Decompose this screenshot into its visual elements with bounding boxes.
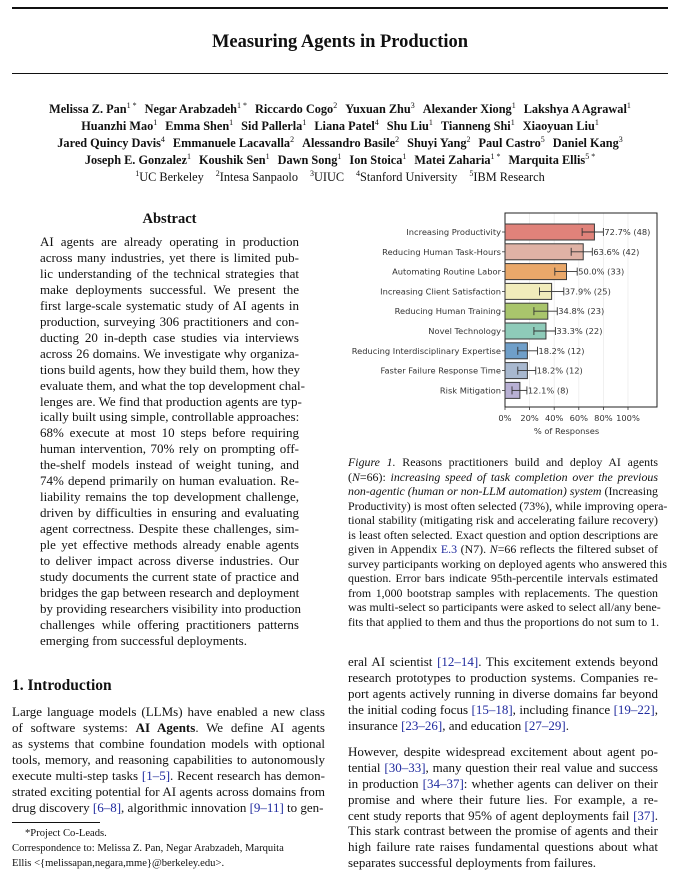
author-list xyxy=(0,101,680,169)
author-line xyxy=(0,135,680,152)
author-name: Alessandro Basile xyxy=(302,136,396,150)
text-line xyxy=(40,362,299,378)
text-run: , xyxy=(654,702,658,717)
author-name: Negar Arabzadeh xyxy=(144,102,237,116)
text-line xyxy=(40,521,299,537)
text-run: fits that applied to them and thus the proportions do not sum to 1. xyxy=(348,614,660,629)
text-line xyxy=(348,615,658,630)
text-line xyxy=(348,556,667,572)
author-name: Shuyi Yang xyxy=(407,136,467,150)
author-name: Matei Zaharia xyxy=(414,153,491,167)
citation-link[interactable]: [6–8] xyxy=(92,800,122,815)
text-line xyxy=(348,455,658,470)
author-name: Jared Quincy Davis xyxy=(57,136,161,150)
author-name: Paul Castro xyxy=(478,136,541,150)
text-run: Productivity) is most often selected (73%), while improving opera- xyxy=(348,498,668,513)
author-affiliation-mark: 5 xyxy=(540,134,545,144)
author xyxy=(423,102,516,116)
citation-link[interactable]: [27–29] xyxy=(524,718,566,733)
text-run: by providing researchers visibility into production xyxy=(40,600,302,616)
affiliation xyxy=(310,170,344,184)
text-line xyxy=(40,266,299,282)
text-run: 68% execute at most 10 steps before requiring xyxy=(40,425,299,441)
text-run: =66 reflects the filtered subset of xyxy=(497,542,658,556)
author xyxy=(345,102,415,116)
text-line xyxy=(348,470,658,485)
text-line xyxy=(40,457,299,473)
text-line xyxy=(40,298,299,314)
text-run: agent correctness. Despite these challenges, sim- xyxy=(40,521,299,537)
author-name: Daniel Kang xyxy=(552,136,619,150)
author-affiliation-mark: 5 * xyxy=(585,151,596,161)
text-line xyxy=(12,704,325,720)
top-rule xyxy=(12,7,668,9)
text-run: research prototypes to production systems. Companies re- xyxy=(348,670,658,685)
author-affiliation-mark: 1 xyxy=(302,117,307,127)
author xyxy=(81,119,157,133)
text-line xyxy=(40,346,299,362)
author-affiliation-mark: 2 xyxy=(395,134,400,144)
text-line xyxy=(348,760,658,776)
category-label: Reducing Human Task-Hours xyxy=(382,246,501,257)
author-affiliation-mark: 1 xyxy=(186,151,191,161)
author-name: Joseph E. Gonzalez xyxy=(84,153,187,167)
text-run: Reasons practitioners build and deploy AI agents xyxy=(395,455,658,469)
text-line xyxy=(348,571,658,586)
author-affiliation-mark: 3 xyxy=(618,134,623,144)
author-affiliation-mark: 1 xyxy=(337,151,342,161)
text-run: However, despite widespread excitement about agent po- xyxy=(348,744,658,759)
text-run: to deliver impact across diverse industries. Our xyxy=(40,553,299,569)
author-name: Koushik Sen xyxy=(198,153,266,167)
text-run: . xyxy=(565,718,569,733)
author-line xyxy=(0,152,680,169)
category-label: Automating Routine Labor xyxy=(392,266,501,277)
text-run: study documents the current state of practice and xyxy=(40,569,299,585)
affiliation xyxy=(135,170,204,184)
citation-link[interactable]: [23–26] xyxy=(401,718,443,733)
author-name: Huanzhi Mao xyxy=(81,119,154,133)
text-line xyxy=(40,553,299,569)
text-run: lic understanding of the technical strategies that xyxy=(40,265,299,281)
citation-link[interactable]: [15–18] xyxy=(471,702,513,717)
text-line xyxy=(40,330,299,346)
text-run: ducting 20 in-depth case studies via interviews xyxy=(40,329,299,345)
text-run: tential xyxy=(348,759,385,775)
value-label: 37.9% (25) xyxy=(564,286,611,297)
author xyxy=(165,119,233,133)
text-run: separates successful deployments from failures. xyxy=(348,855,597,871)
text-line xyxy=(348,586,658,601)
text-run: execute multi-step tasks xyxy=(12,768,142,783)
value-label: 63.6% (42) xyxy=(593,246,640,257)
text-run: production, surveying 306 practitioners and con- xyxy=(40,313,299,329)
text-line xyxy=(12,768,325,784)
author-affiliation-mark: 3 xyxy=(410,100,415,110)
author-affiliation-mark: 1 xyxy=(402,151,407,161)
text-line xyxy=(40,617,299,633)
x-tick-label: 0% xyxy=(498,413,512,423)
text-run: . This excitement extends beyond xyxy=(478,654,658,669)
text-line xyxy=(40,425,299,441)
author-affiliation-mark: 1 xyxy=(594,117,599,127)
text-line xyxy=(348,670,658,686)
text-line xyxy=(40,633,299,649)
x-tick-label: 80% xyxy=(594,413,613,423)
text-run: (N7). xyxy=(457,542,490,556)
citation-link[interactable]: [12–14] xyxy=(437,654,479,669)
author-name: Yuxuan Zhu xyxy=(345,102,411,116)
value-label: 34.8% (23) xyxy=(558,306,605,317)
author xyxy=(523,119,599,133)
italic-text: Figure 1. xyxy=(348,455,396,469)
text-run: . xyxy=(654,807,658,823)
text-run: eral AI scientist xyxy=(348,654,438,669)
text-line xyxy=(348,528,658,543)
x-tick-label: 20% xyxy=(520,413,539,423)
value-label: 12.1% (8) xyxy=(527,385,569,396)
value-label: 50.0% (33) xyxy=(578,266,625,277)
text-run: challenges while offering practitioners patterns xyxy=(40,616,299,632)
author-affiliation-mark: 1 xyxy=(511,100,516,110)
text-line xyxy=(40,505,299,521)
citation-link[interactable]: [1–5] xyxy=(141,768,171,783)
author xyxy=(278,153,342,167)
text-run: is least often selected. Exact question and option descriptions are xyxy=(348,527,658,542)
x-tick-label: 60% xyxy=(569,413,589,423)
paper-title: Measuring Agents in Production xyxy=(211,32,469,52)
text-run: , many question their real value and success xyxy=(425,759,658,775)
author-name: Riccardo Cogo xyxy=(255,102,334,116)
introduction-text-continued xyxy=(348,654,658,734)
text-run: across many industries, yet there is limited pub- xyxy=(40,249,299,265)
text-line xyxy=(12,720,325,736)
value-label: 72.7% (48) xyxy=(604,227,651,237)
text-line xyxy=(40,314,299,330)
x-tick-label: 100% xyxy=(616,413,640,423)
text-run: first large-scale systematic study of AI agents in xyxy=(40,297,299,313)
text-run: ically built using simple, controllable approaches: xyxy=(40,409,300,425)
text-run: driven by difficulties in ensuring and evaluating xyxy=(40,505,299,521)
author xyxy=(407,136,470,150)
text-line xyxy=(348,855,658,871)
author-affiliation-mark: 1 * xyxy=(126,100,137,110)
category-label: Increasing Client Satisfaction xyxy=(380,286,501,297)
author xyxy=(199,153,270,167)
author xyxy=(145,102,247,116)
text-line xyxy=(348,839,658,855)
text-run: the initial coding focus xyxy=(348,702,472,717)
author-affiliation-mark: 1 * xyxy=(237,100,247,110)
text-run: , including finance xyxy=(512,702,614,717)
text-run: ( xyxy=(348,469,352,484)
text-run: given in Appendix xyxy=(348,542,441,556)
affiliation xyxy=(356,170,457,184)
text-line xyxy=(12,800,325,816)
text-line xyxy=(348,808,658,824)
text-run: : whether agents can deliver on their xyxy=(463,775,658,791)
author-affiliation-mark: 2 xyxy=(333,100,338,110)
author xyxy=(441,119,515,133)
text-run: emerging from successful deployments. xyxy=(40,632,247,648)
author-name: Sid Pallerla xyxy=(241,119,303,133)
author-line xyxy=(0,101,680,118)
author-affiliation-mark: 4 xyxy=(160,134,165,144)
text-run: tools, memory, and reasoning capabilities to autonomously xyxy=(12,752,325,767)
author-affiliation-mark: 2 xyxy=(466,134,471,144)
italic-text: increasing speed of task completion over the previous xyxy=(390,469,658,484)
author-name: Tianneng Shi xyxy=(440,119,511,133)
author-affiliation-mark: 1 xyxy=(626,100,631,110)
category-label: Faster Failure Response Time xyxy=(380,365,501,376)
author-name: Shu Liu xyxy=(386,119,429,133)
text-run: (Increasing xyxy=(601,484,658,498)
italic-text: N xyxy=(489,542,498,556)
text-run: human intervention, 70% rely on prompting off- xyxy=(40,441,299,457)
author xyxy=(241,119,306,133)
author xyxy=(387,119,433,133)
author xyxy=(349,153,406,167)
text-run: , and education xyxy=(442,718,525,733)
text-run: drug discovery xyxy=(12,800,93,815)
text-line xyxy=(348,513,658,528)
text-line xyxy=(40,473,299,489)
affiliation-name: UC Berkeley xyxy=(139,170,204,184)
text-run: 74% depend primarily on human evaluation. Re- xyxy=(40,473,299,489)
affiliation-number: 1 xyxy=(135,168,140,178)
text-run: , algorithmic innovation xyxy=(121,800,250,815)
category-label: Reducing Interdisciplinary Expertise xyxy=(351,345,501,356)
text-line xyxy=(348,702,658,718)
text-line xyxy=(12,752,325,768)
text-run: =66): xyxy=(359,469,391,484)
introduction-heading: 1. Introduction xyxy=(12,677,112,694)
author-affiliation-mark: 1 xyxy=(265,151,270,161)
text-line xyxy=(12,736,325,752)
citation-link[interactable]: [30–33] xyxy=(384,759,426,775)
author xyxy=(85,153,191,167)
text-line xyxy=(40,489,299,505)
author xyxy=(173,136,294,150)
italic-text: non-agentic (human or non-LLM automation) system xyxy=(348,484,602,498)
text-run: insurance xyxy=(348,718,402,733)
citation-link[interactable]: [37] xyxy=(633,807,655,823)
author-name: Liana Patel xyxy=(314,119,375,133)
footnote-co-leads: *Project Co-Leads. xyxy=(25,828,107,839)
author xyxy=(49,102,137,116)
affiliation-list xyxy=(0,170,680,184)
text-line xyxy=(348,498,668,514)
footnote-correspondence-2: Ellis <{melissapan,negara,mme}@berkeley.edu>. xyxy=(12,858,225,869)
text-run: lenges are. We find that production agents are typ- xyxy=(40,393,302,409)
text-run: was multi-select so participants were asked to select all/any bene- xyxy=(348,600,661,614)
text-run: make deployments successful. We present the xyxy=(40,281,299,297)
text-run: liability remains the top development challenge, xyxy=(40,489,299,505)
value-label: 18.2% (12) xyxy=(536,365,583,376)
author xyxy=(478,136,544,150)
author-name: Lakshya A Agrawal xyxy=(523,102,627,116)
text-run: question. Error bars indicate 95th-percentile intervals estimated xyxy=(348,571,658,585)
author-affiliation-mark: 4 xyxy=(374,117,379,127)
author-line xyxy=(0,118,680,135)
citation-link[interactable]: E.3 xyxy=(440,542,458,556)
affiliation-number: 4 xyxy=(356,168,361,178)
bold-text: AI Agents xyxy=(135,720,196,735)
footnote-correspondence-1: Correspondence to: Melissa Z. Pan, Negar Arabzadeh, Marquita xyxy=(12,843,284,854)
author xyxy=(314,119,378,133)
text-run: to gen- xyxy=(283,800,324,815)
author-affiliation-mark: 2 xyxy=(290,134,295,144)
text-line xyxy=(40,393,302,410)
value-label: 18.2% (12) xyxy=(538,345,585,356)
text-run: . Recent research has demon- xyxy=(170,768,325,783)
author-name: Melissa Z. Pan xyxy=(49,102,127,116)
text-line xyxy=(348,484,658,499)
author-affiliation-mark: 1 xyxy=(428,117,433,127)
text-run: . We define AI agents xyxy=(195,720,325,735)
text-run: across 26 domains. We investigate why organiza- xyxy=(40,345,299,361)
text-run: survey participants working on deployed agents who answered this xyxy=(348,556,667,571)
text-run: high failure rate raises fundamental questions about what xyxy=(348,839,658,855)
author xyxy=(255,102,337,116)
introduction-text-paragraph-2 xyxy=(348,744,658,871)
text-run: ple yet effective methods already enable agents xyxy=(40,537,299,553)
author xyxy=(553,136,623,150)
bar xyxy=(505,224,594,240)
text-line xyxy=(348,776,658,792)
author-name: Dawn Song xyxy=(277,153,338,167)
affiliation xyxy=(216,170,298,184)
author-affiliation-mark: 1 xyxy=(510,117,515,127)
x-axis-title: % of Responses xyxy=(533,426,600,436)
author-name: Ion Stoica xyxy=(349,153,403,167)
text-line xyxy=(12,784,325,800)
text-run: strated exciting potential for AI agents across domains from xyxy=(12,784,325,799)
text-line xyxy=(40,569,299,585)
affiliation xyxy=(469,170,544,184)
author-name: Emma Shen xyxy=(165,119,230,133)
text-line xyxy=(348,823,658,839)
affiliation-number: 3 xyxy=(309,168,314,178)
category-label: Novel Technology xyxy=(428,326,501,336)
footnote-rule xyxy=(12,822,100,823)
text-run: Large language models (LLMs) have enabled a new class xyxy=(12,704,325,719)
italic-text: N xyxy=(351,469,360,484)
author-affiliation-mark: 1 xyxy=(229,117,234,127)
affiliation-number: 2 xyxy=(215,168,220,178)
author-name: Emmanuele Lacavalla xyxy=(172,136,291,150)
text-run: as systems that combine foundation models with optional xyxy=(12,736,325,751)
affiliation-name: UIUC xyxy=(313,170,345,184)
text-line xyxy=(40,282,299,298)
text-line xyxy=(348,718,658,734)
text-line xyxy=(40,600,302,617)
text-run: bridges the gap between research and deployment xyxy=(40,584,300,600)
author-affiliation-mark: 1 * xyxy=(490,151,501,161)
text-line xyxy=(348,542,658,557)
author xyxy=(524,102,631,116)
affiliation-name: IBM Research xyxy=(473,170,545,184)
citation-link[interactable]: [9–11] xyxy=(249,800,284,815)
text-run: port agents actively running in diverse domains far beyond xyxy=(348,686,658,701)
affiliation-number: 5 xyxy=(469,168,474,178)
category-label: Increasing Productivity xyxy=(406,227,501,237)
abstract-heading: Abstract xyxy=(142,211,197,227)
author-affiliation-mark: 1 xyxy=(153,117,158,127)
text-run: the-shelf models instead of weight tuning, and xyxy=(40,457,299,473)
text-line xyxy=(348,792,658,808)
text-run: tions build agents, how they build them, how they xyxy=(40,361,300,377)
text-run: cent study reports that 95% of agent deployments fail xyxy=(348,807,634,823)
affiliation-name: Stanford University xyxy=(360,170,458,184)
category-label: Reducing Human Training xyxy=(394,306,501,317)
text-run: of software systems: xyxy=(12,720,136,735)
author xyxy=(414,153,500,167)
text-line xyxy=(348,686,658,702)
text-line xyxy=(40,409,299,425)
text-line xyxy=(40,377,305,394)
x-tick-label: 40% xyxy=(544,413,564,423)
author-name: Alexander Xiong xyxy=(422,102,512,116)
text-run: promise and where their future lies. For example, a re- xyxy=(348,791,658,807)
figure-1-bar-chart xyxy=(340,205,680,445)
value-label: 33.3% (22) xyxy=(556,326,603,336)
citation-link[interactable]: [34–37] xyxy=(422,775,464,791)
text-line xyxy=(40,234,299,250)
text-run: from 1,000 bootstrap samples with replacements. The question xyxy=(348,585,658,600)
text-run: This stark contrast between the promise of agents and their xyxy=(348,823,658,839)
title-rule xyxy=(12,73,668,74)
citation-link[interactable]: [19–22] xyxy=(613,702,655,717)
text-run: evaluate them, and what the top development chal- xyxy=(40,377,305,393)
figure-1-caption xyxy=(348,455,668,629)
text-run: in production xyxy=(348,775,423,791)
text-line xyxy=(40,441,299,457)
introduction-text xyxy=(12,704,325,816)
text-run: tional stability (mitigating risk and accelerating failure recovery) xyxy=(348,513,658,527)
text-line xyxy=(40,537,299,553)
text-line xyxy=(40,250,299,266)
author xyxy=(302,136,399,150)
text-line xyxy=(348,654,658,670)
footnotes xyxy=(12,826,325,871)
author-name: Xiaoyuan Liu xyxy=(522,119,595,133)
author xyxy=(509,153,596,167)
affiliation-name: Intesa Sanpaolo xyxy=(219,170,298,184)
text-line xyxy=(40,585,299,601)
text-line xyxy=(348,600,661,615)
text-line xyxy=(348,744,658,760)
abstract-text xyxy=(40,234,305,649)
category-label: Risk Mitigation xyxy=(439,385,501,396)
author xyxy=(57,136,165,150)
text-run: AI agents are already operating in production xyxy=(40,234,299,249)
author-name: Marquita Ellis xyxy=(508,153,586,167)
